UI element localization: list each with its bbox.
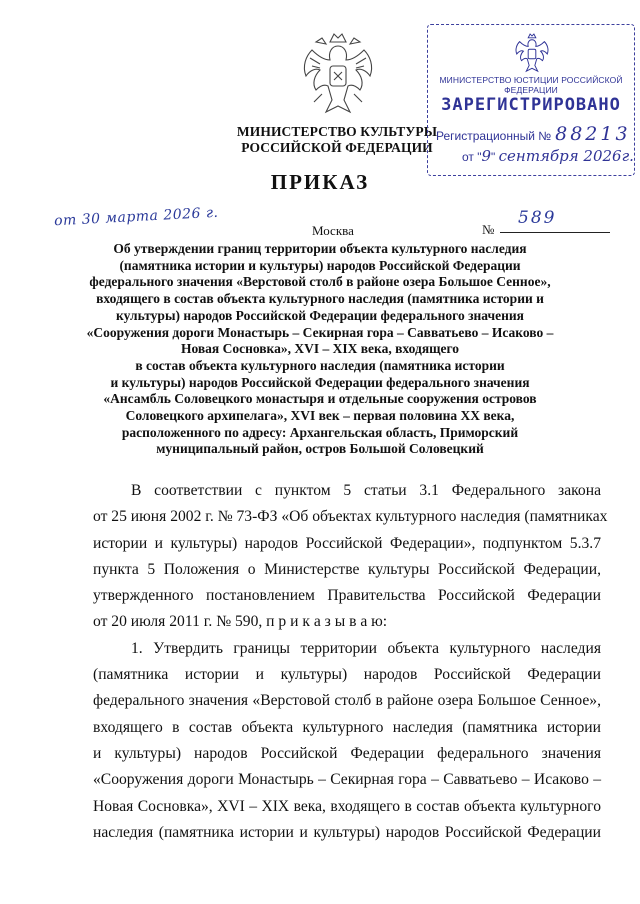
stamp-regnum-value: 88213 (555, 123, 631, 145)
subject-line: «Сооружения дороги Монастырь – Секирная гора – Савватьево – Исаково – (86, 324, 554, 340)
order-number-sign: № (482, 222, 495, 237)
stamp-registration-number (436, 123, 631, 145)
subject-line: Об утверждении границ территории объекта культурного наследия (113, 241, 527, 256)
body-line: наследия (памятника истории и культуры) народов Российской Федерации (93, 823, 601, 841)
subject-line: (памятника истории и культуры) народов Российской Федерации (119, 257, 521, 273)
ministry-name (222, 124, 452, 156)
subject-line: и культуры) народов Российской Федерации федерального значения (110, 374, 530, 390)
body-line: истории и культуры) народов Российской Федерации», подпунктом 5.3.7 (93, 534, 601, 552)
body-line: Новая Сосновка», XVI – XIX века, входящего в состав объекта культурного (93, 797, 601, 815)
order-number-line (500, 232, 610, 233)
subject-line: «Ансамбль Соловецкого монастыря и отдельные сооружения островов (103, 391, 537, 407)
stamp-regnum-label: Регистрационный № (436, 129, 552, 143)
subject-line: в состав объекта культурного наследия (памятника истории (135, 357, 505, 373)
body-line: В соответствии с пунктом 5 статьи 3.1 Федерального закона (131, 482, 601, 499)
body-line: от 20 июля 2011 г. № 590, п р и к а з ы в а ю: (93, 613, 388, 631)
order-body (93, 478, 608, 846)
coat-of-arms-icon (296, 30, 380, 122)
body-line: федерального значения «Верстовой столб в районе озера Большое Сенное», (93, 692, 601, 710)
subject-line: Соловецкого архипелага», XVI век – первая половина XX века, (125, 408, 515, 424)
stamp-date-month-year: сентября 2026г. (498, 147, 634, 165)
document-title: ПРИКАЗ (270, 170, 370, 194)
subject-line: Новая Сосновка», XVI – XIX века, входящего (180, 341, 460, 357)
stamp-registered: ЗАРЕГИСТРИРОВАНО (441, 95, 621, 115)
stamp-date-prefix: от " (462, 150, 482, 164)
body-line: и культуры) народов Российской Федерации федерального значения (93, 744, 601, 762)
body-line: входящего в состав объекта культурного наследия (памятника истории (93, 718, 601, 736)
order-date: от 30 марта 2026 г. (53, 204, 219, 230)
body-line: утвержденного постановлением Правительства Российской Федерации (93, 587, 601, 605)
subject-line: муниципальный район, остров Большой Соловецкий (156, 441, 484, 457)
order-number: 589 (518, 208, 557, 228)
ministry-line-1: МИНИСТЕРСТВО КУЛЬТУРЫ (236, 124, 438, 139)
ministry-line-2: РОССИЙСКОЙ ФЕДЕРАЦИИ (241, 140, 433, 155)
body-line: 1. Утвердить границы территории объекта культурного наследия (131, 639, 601, 657)
subject-line: федерального значения «Верстовой столб в районе озера Большое Сенное», (89, 274, 551, 290)
order-city: Москва (312, 223, 354, 238)
stamp-date-day: 9 (481, 147, 492, 165)
body-line: от 25 июня 2002 г. № 73-ФЗ «Об объектах культурного наследия (памятниках (93, 508, 608, 526)
subject-line: расположенного по адресу: Архангельская область, Приморский (121, 424, 519, 440)
body-line: «Сооружения дороги Монастырь – Секирная гора – Савватьево – Исаково – (93, 771, 601, 789)
subject-line: культуры) народов Российской Федерации федерального значения (116, 307, 524, 323)
stamp-coat-of-arms-icon (512, 32, 552, 76)
body-line: пункта 5 Положения о Министерстве культуры Российской Федерации, (93, 560, 601, 578)
stamp-date-quote: " (491, 150, 496, 164)
subject-line: входящего в состав объекта культурного наследия (памятника истории и (96, 291, 544, 307)
stamp-date (462, 147, 634, 165)
stamp-ministry: МИНИСТЕРСТВО ЮСТИЦИИ РОССИЙСКОЙ ФЕДЕРАЦИИ (439, 75, 623, 95)
registration-stamp (427, 24, 635, 176)
order-subject (80, 241, 560, 458)
body-line: (памятника истории и культуры) народов Российской Федерации (93, 666, 601, 684)
